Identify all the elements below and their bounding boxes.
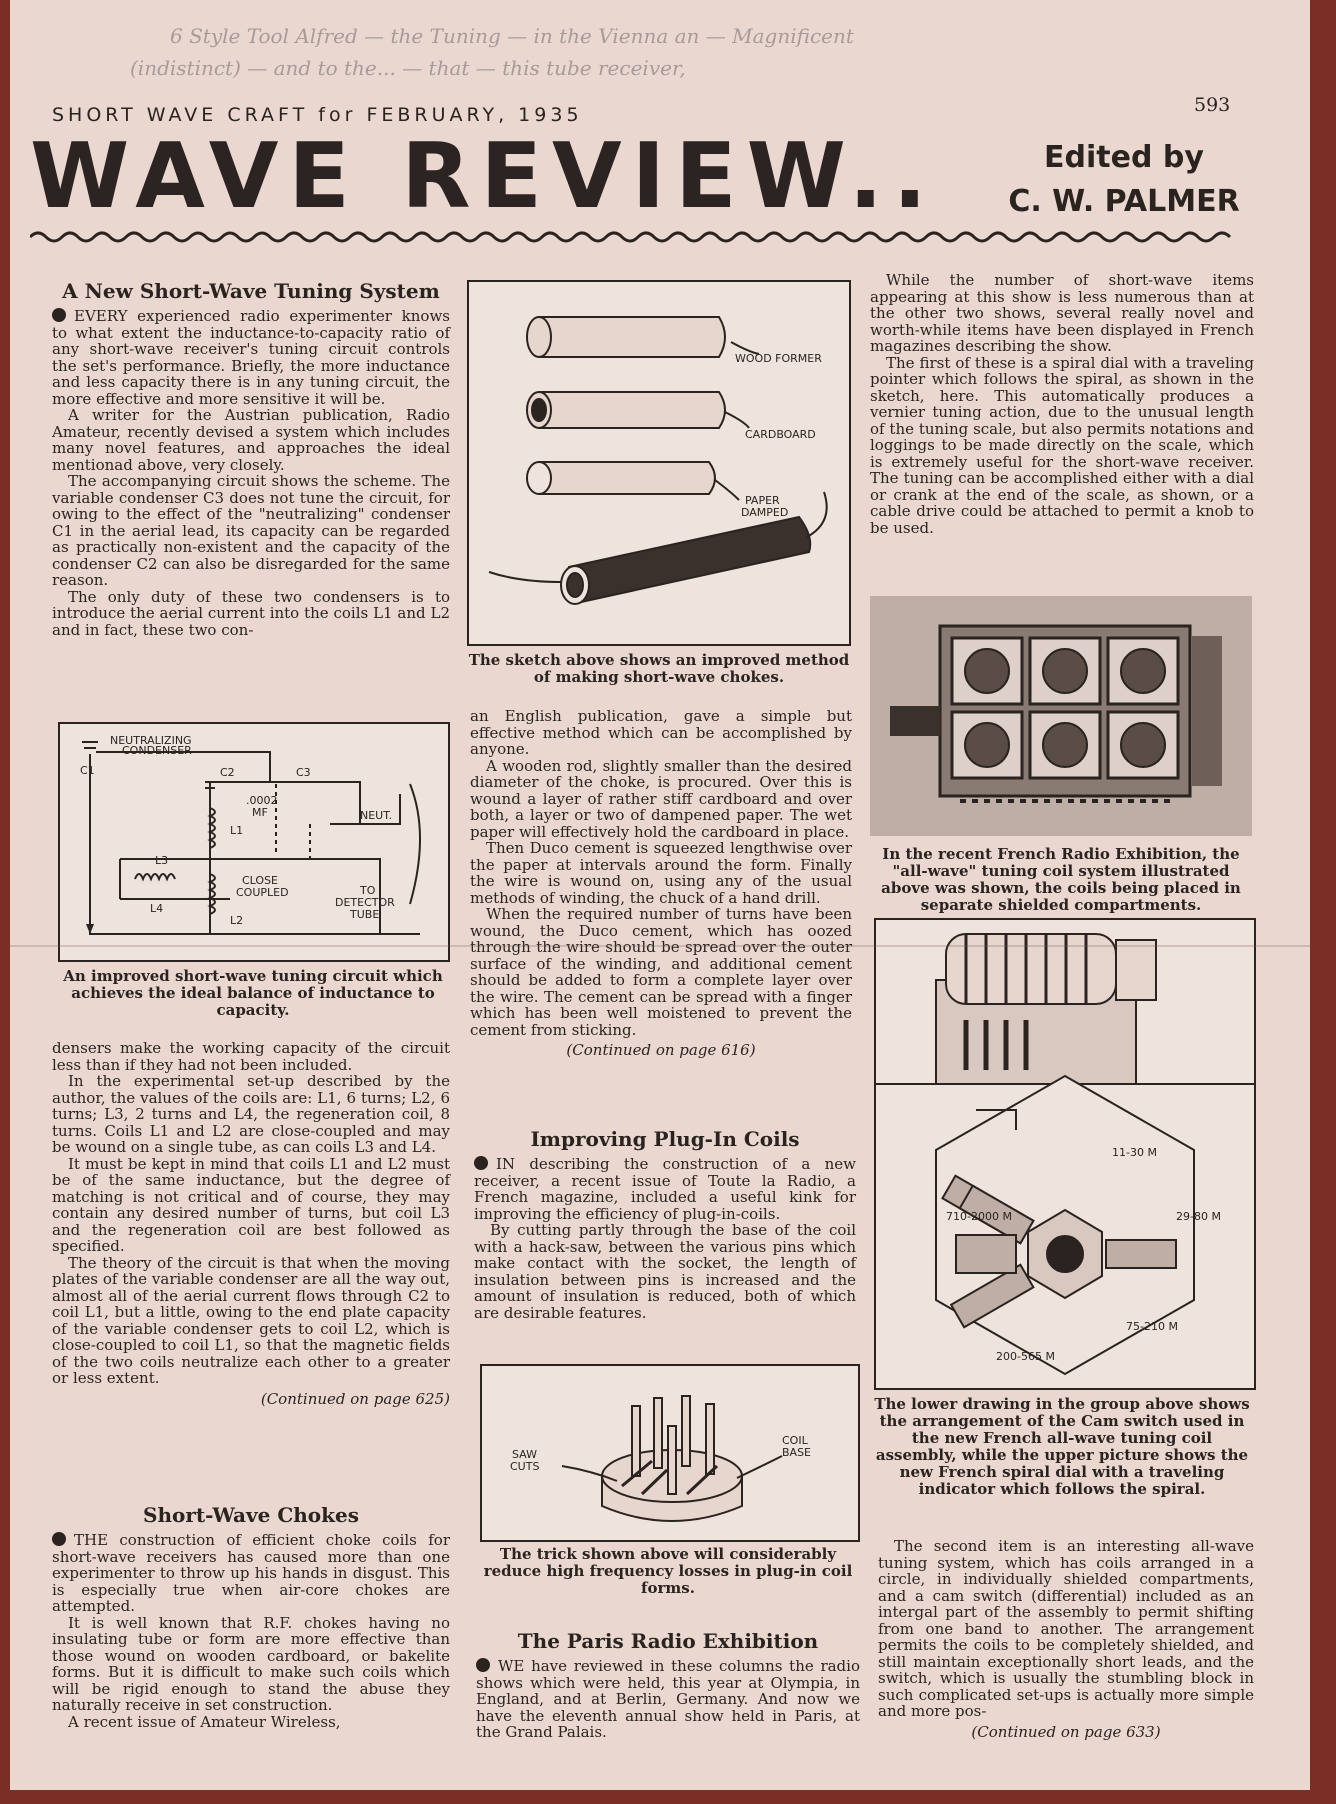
band-label-710-2000: 710-2000 M [946,1210,1012,1223]
wavy-rule [30,225,1260,249]
page-fold-line [10,945,1310,947]
coil-photo-caption: In the recent French Radio Exhibition, the "all-wave" tuning coil system illustrated above was shown, the coils being placed in separate shielded compartments. [881,845,1241,914]
label-coupled: COUPLED [236,886,289,899]
circuit-caption: An improved short-wave tuning circuit which achieves the ideal balance of inductance to capacity. [63,967,443,1019]
editor-credit [994,136,1254,224]
handwritten-notes [130,18,1270,88]
spiral-dial-and-cam-switch [874,918,1256,1390]
article-paris-exhibition-continued [870,272,1254,536]
label-damped: DAMPED [741,506,789,519]
choke-construction-sketch [467,280,851,646]
band-label-29-80: 29-80 M [1176,1210,1221,1223]
paragraph: While the number of short-wave items appearing at this show is less numerous than at the other two shows, several really novel and worth-while items have been displayed in French magazines describing the show. [870,271,1254,355]
paragraph: It is well known that R.F. chokes having no insulating tube or form are more effective than those wound on wooden cardboard, or bakelite forms. But it is difficult to make such coils which will be rigid enough to stand the abuse they naturally receive in set construction. [52,1613,450,1714]
article-title: The Paris Radio Exhibition [517,1629,819,1653]
coil-system-image [870,596,1252,836]
paragraph: A writer for the Austrian publication, Radio Amateur, recently devised a system which includes many novel features, and approaches the ideal mentionad above, very closely. [52,406,450,474]
article-paris-second-item [878,1538,1254,1740]
paragraph: The only duty of these two condensers is to introduce the aerial current into the coils L1 and L2 and in fact, these two con- [52,587,450,639]
editor-line-2: C. W. PALMER [1008,184,1240,219]
plug-in-caption: The trick shown above will considerably reduce high frequency losses in plug-in coil forms. [483,1545,853,1597]
label-l2: L2 [230,914,244,927]
article-title: A New Short-Wave Tuning System [62,279,440,303]
paragraph: EVERY experienced radio experimenter knows to what extent the inductance-to-capacity ratio of any short-wave receiver's tuning circuit controls the set's performance. Briefly, the more inductance and less capacity there is in any tuning circuit, the more effective and more sensitive it will be. [52,307,450,408]
bullet-icon [52,1532,66,1546]
label-c3: C3 [296,766,311,779]
continued-note: (Continued on page 633) [971,1722,1161,1741]
paragraph: densers make the working capacity of the circuit less than if they had not been included. [52,1039,450,1074]
handwriting-line-2: (indistinct) — and to the... — that — this tube receiver, [130,56,686,80]
article-title: Improving Plug-In Coils [530,1127,800,1151]
tuning-circuit-diagram [58,722,450,962]
article-paris-exhibition [476,1630,860,1741]
choke-caption: The sketch above shows an improved method of making short-wave chokes. [468,651,850,686]
paragraph: When the required number of turns have been wound, the Duco cement, which has oozed through the wire should be spread over the outer surface of the winding, and additional cement should be added to form a complete layer over the wire. The cement can be spread with a finger which has been well moistened to prevent the cement from sticking. [470,905,852,1039]
article-tuning-system [52,280,450,638]
paragraph: The first of these is a spiral dial with a traveling pointer which follows the spiral, as shown in the sketch, here. This automatically produces a vernier tuning action, due to the unusual length of the tuning scale, but also permits notations and loggings to be made directly on the scale, which is extremely useful for the short-wave receiver. The tuning can be accomplished either with a dial or crank at the end of the scale, as shown, or a cable drive could be attached to permit a knob to be used. [870,353,1254,537]
label-wood-former: WOOD FORMER [735,352,822,365]
band-label-75-210: 75-210 M [1126,1320,1178,1333]
article-short-wave-chokes-continued [470,708,852,1059]
label-close: CLOSE [242,874,279,887]
continued-note: (Continued on page 625) [260,1389,450,1408]
paragraph: A wooden rod, slightly smaller than the desired diameter of the choke, is procured. Over this is wound a layer of rather stiff cardboard and over both, a layer or two of dampened paper. The wet paper will effectively hold the cardboard in place. [470,756,852,841]
bullet-icon [52,308,66,322]
paragraph: an English publication, gave a simple but effective method which can be accomplished by anyone. [470,707,852,758]
article-plug-in-coils [474,1128,856,1321]
band-label-200-565: 200-565 M [996,1350,1055,1363]
paragraph: In the experimental set-up described by the author, the values of the coils are: L1, 6 turns; L2, 6 turns; L3, 2 turns and L4, the regeneration coil, 8 turns. Coils L1 and L2 are close-coupled and may be wound on a single tube, as can coils L3 and L4. [52,1072,450,1156]
bullet-icon [476,1658,490,1672]
bullet-icon [474,1156,488,1170]
label-l3: L3 [155,854,169,867]
label-to: TO [360,884,376,897]
label-mf-unit: MF [252,806,268,819]
magazine-page [10,0,1310,1790]
paragraph: The accompanying circuit shows the scheme. The variable condenser C3 does not tune the circuit, for owing to the effect of the "neutralizing" condenser C1 in the aerial lead, its capacity can be regarded as practically non-existent and the capacity of the condenser C2 can also be disregarded for the same reason. [52,472,450,589]
label-neutralizing: NEUTRALIZING [110,734,192,747]
plug-in-coil-sketch [480,1364,860,1542]
label-cuts: CUTS [510,1460,540,1473]
label-base: BASE [782,1446,812,1459]
cam-switch-caption: The lower drawing in the group above shows the arrangement of the Cam switch used in the new French all-wave tuning coil assembly, while the upper picture shows the new French spiral dial with a traveling indicator which follows the spiral. [874,1395,1250,1498]
label-l1: L1 [230,824,244,837]
all-wave-coil-photo [870,596,1252,836]
paragraph: By cutting partly through the base of the coil with a hack-saw, between the various pins which make contact with the socket, the length of insulation between pins is increased and the amount of insulation is reduced, both of which are desirable features. [474,1221,856,1322]
article-title: Short-Wave Chokes [143,1503,359,1527]
paragraph: WE have reviewed in these columns the radio shows which were held, this year at Olympia, in England, and at Berlin, Germany. And now we have the eleventh annual show held in Paris, at the Grand Palais. [476,1657,860,1741]
paragraph: IN describing the construction of a new receiver, a recent issue of Toute la Radio, a French magazine, included a useful kink for improving the efficiency of plug-in-coils. [474,1155,856,1223]
label-c1: C1 [80,764,95,777]
label-mf-value: .0002 [246,794,278,807]
paragraph: The theory of the circuit is that when the moving plates of the variable condenser are all the way out, almost all of the aerial current flows through C2 to coil L1, but a little, owing to the end plate capacity of the variable condenser gets to coil L2, which is close-coupled to coil L1, so that the magnetic fields of the two coils neutralize each other to a greater or less extent. [52,1253,450,1387]
paragraph: Then Duco cement is squeezed lengthwise over the paper at intervals around the form. Finally the wire is wound on, using any of the usual methods of winding, the chuck of a hand drill. [470,839,852,907]
label-cardboard: CARDBOARD [745,428,816,441]
label-tube: TUBE [350,908,380,921]
paragraph: The second item is an interesting all-wave tuning system, which has coils arranged in a circle, in individually shielded compartments, and a cam switch (differential) included as an intergal part of the assembly to permit shifting from one band to another. The arrangement permits the coils to be completely shielded, and still maintain exceptionally short leads, and the switch, which is usually the stumbling block in such complicated set-ups is actually more simple and more pos- [878,1537,1254,1720]
continued-note: (Continued on page 616) [566,1041,756,1059]
article-short-wave-chokes [52,1504,450,1730]
label-coil: COIL [782,1434,808,1447]
band-label-11-30: 11-30 M [1112,1146,1157,1159]
label-saw: SAW [512,1448,537,1461]
paragraph: THE construction of efficient choke coils for short-wave receivers has caused more than one experimenter to throw up his hands in disgust. This is especially true when air-core chokes are attempted. [52,1531,450,1615]
label-l4: L4 [150,902,164,915]
running-head: SHORT WAVE CRAFT for FEBRUARY, 1935 [52,104,583,126]
label-paper: PAPER [745,494,780,507]
paragraph: It must be kept in mind that coils L1 and L2 must be of the same inductance, but the degree of matching is not critical and of course, they may contain any desired number of turns, but coil L3 and the regeneration coil are best followed as specified. [52,1154,450,1255]
masthead-title: WAVE REVIEW.. [30,124,937,229]
handwriting-line-1: 6 Style Tool Alfred — the Tuning — in the Vienna an — Magnificent [170,24,854,48]
paragraph: A recent issue of Amateur Wireless, [68,1712,341,1731]
label-detector: DETECTOR [335,896,395,909]
page-number: 593 [1194,94,1231,116]
label-neut: NEUT. [360,809,393,822]
label-condenser: CONDENSER [122,744,192,757]
label-c2: C2 [220,766,235,779]
editor-line-1: Edited by [1044,140,1204,175]
article-tuning-system-continued [52,1040,450,1407]
